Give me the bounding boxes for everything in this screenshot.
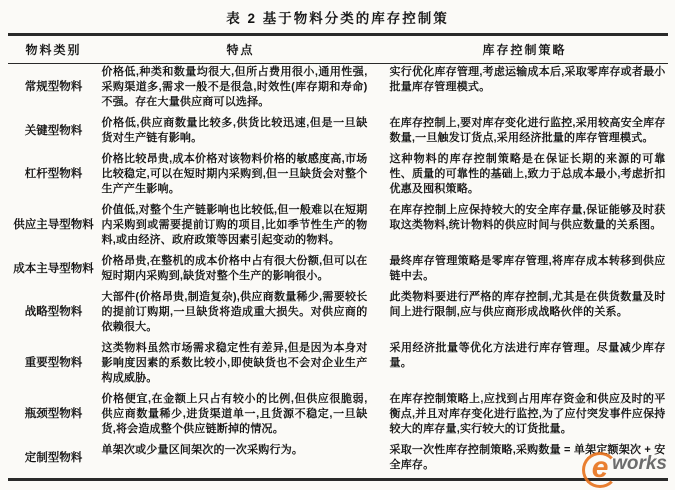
category-cell: 重要型物料 <box>24 357 83 369</box>
table-row <box>8 340 668 391</box>
col-header-inventory-strategy: 库存控制策略 <box>382 35 668 64</box>
category-cell: 关键型物料 <box>24 124 83 137</box>
features-cell: 价格比较昂贵,成本价格对该物料价格的敏感度高,市场比较稳定,可以在短时期内采购到,但一旦缺货会对整个生产产生影响。 <box>101 153 368 195</box>
col-header-material-category: 物料类别 <box>8 35 100 64</box>
strategy-cell: 实行优化库存管理,考虑运输成本后,采取零库存或者最小批量库存管理模式。 <box>389 66 666 93</box>
eworks-logo-text: works <box>612 453 667 474</box>
category-cell: 常规型物料 <box>24 81 83 93</box>
features-cell: 价格便宜,在金额上只占有较小的比例,但供应很脆弱,供应商数量稀少,进货渠道单一,且货源不稳定,一旦缺货,将会造成整个供应链断掉的情况。 <box>101 393 368 435</box>
category-cell: 杠杆型物料 <box>24 168 83 180</box>
table-row <box>8 115 668 151</box>
material-classification-table <box>8 33 668 481</box>
features-cell: 价值低,对整个生产链影响也比较低,但一般难以在短期内采购到或需要提前订购的项目,比如季节性生产的物料,或由经济、政府政策等因素引起变动的物料。 <box>101 204 368 246</box>
table-row <box>8 391 668 442</box>
features-cell: 单架次或少量区间架次的一次采购行为。 <box>100 442 382 480</box>
features-cell: 价格昂贵,在整机的成本价格中占有很大份额,但可以在短时期内采购到,缺货对整个生产的影响很小。 <box>101 255 368 282</box>
strategy-cell: 在库存控制上,要对库存变化进行监控,采用较高安全库存数量,一旦触发订货点,采用经济批量的库存管理模式。 <box>389 117 666 144</box>
strategy-cell: 采取一次性库存控制策略,采购数量 = 单架定额架次 + 安全库存。 <box>382 442 668 480</box>
category-cell: 定制型物料 <box>8 442 100 480</box>
features-cell: 价格低,种类和数量均很大,但所占费用很小,通用性强,采购渠道多,需求一般不是很急,时效性(库存期和寿命)不强。存在大量供应商可以选择。 <box>101 66 368 108</box>
table-row <box>8 64 668 116</box>
strategy-cell: 此类物料要进行严格的库存控制,尤其是在供货数量及时间上进行限制,应与供应商形成战略伙伴的关系。 <box>389 291 666 318</box>
table-row <box>8 442 668 480</box>
category-cell: 供应主导型物料 <box>13 219 94 231</box>
table-row <box>8 289 668 340</box>
features-cell: 这类物料虽然市场需求稳定性有差异,但是因为本身对影响度因素的系数比较小,即使缺货也不会对企业生产构成威胁。 <box>101 342 368 384</box>
table-row <box>8 151 668 202</box>
col-header-features: 特点 <box>100 35 382 64</box>
table-row <box>8 202 668 253</box>
features-cell: 大部件(价格昂贵,制造复杂),供应商数量稀少,需要较长的提前订购期,一旦缺货将造成重大损失。对供应商的依赖很大。 <box>101 291 368 333</box>
strategy-cell: 在库存控制上应保持较大的安全库存量,保证能够及时获取这类物料,统计物料的供应时间与供应数量的关系图。 <box>389 204 666 231</box>
category-cell: 瓶颈型物料 <box>24 408 83 420</box>
strategy-cell: 这种物料的库存控制策略是在保证长期的来源的可靠性、质量的可靠性的基础上,致力于总成本最小,考虑折扣优惠及囤积策略。 <box>389 153 666 195</box>
strategy-cell: 在库存控制策略上,应找到占用库存资金和供应及时的平衡点,并且对库存变化进行监控,为了应付突发事件应保持较大的库存量,实行较大的订货批量。 <box>389 393 666 435</box>
category-cell: 成本主导型物料 <box>13 262 94 275</box>
eworks-logo-e-icon: e <box>582 452 618 488</box>
table-title: 表 2 基于物料分类的库存控制策 <box>226 11 449 26</box>
features-cell: 价格低,供应商数量比较多,供货比较迅速,但是一旦缺货对生产链有影响。 <box>101 117 368 144</box>
strategy-cell: 采用经济批量等优化方法进行库存管理。尽量减少库存量。 <box>389 342 666 369</box>
header-row <box>8 35 668 64</box>
strategy-cell: 最终库存管理策略是零库存管理,将库存成本转移到供应链中去。 <box>389 255 666 282</box>
table-row <box>8 253 668 289</box>
category-cell: 战略型物料 <box>24 306 83 318</box>
